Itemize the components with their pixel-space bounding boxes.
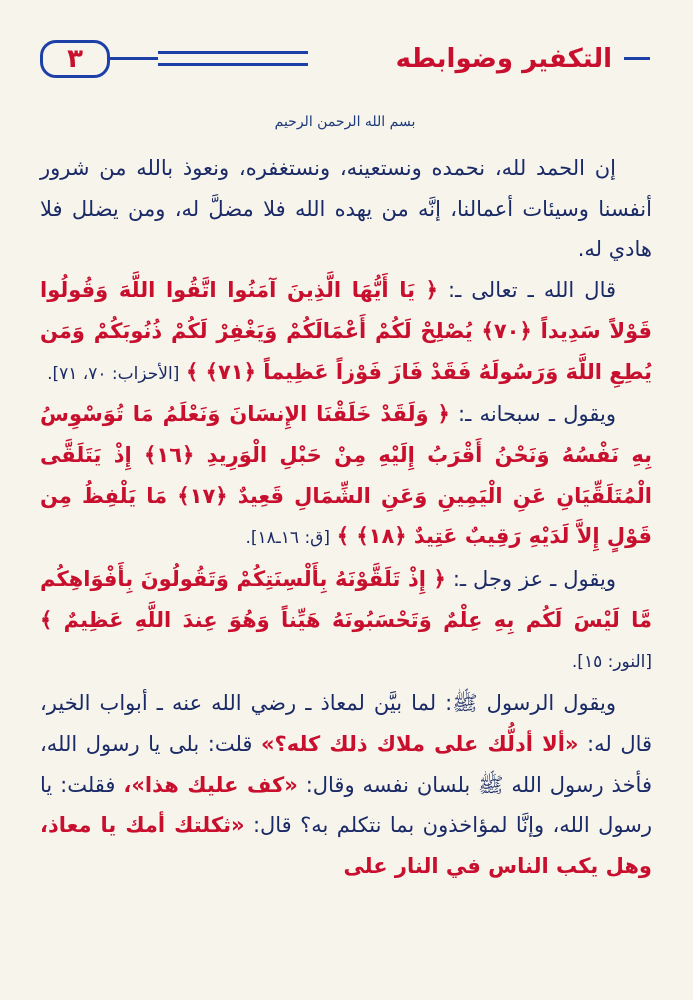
verse-reference: [الأحزاب: ٧٠، ٧١]. [47, 363, 180, 384]
intro-text: قال الله ـ تعالى ـ: [448, 278, 617, 303]
opening-text: إن الحمد لله، نحمده ونستعينه، ونستغفره، ونعوذ بالله من شرور أنفسنا وسيئات أعمالنا، إنَّه من يهده الله فلا مضلَّ له، ومن يضلل فلا هادي له. [40, 156, 652, 262]
narration-text: فقلت: يا رسول الله، وإنَّا لمؤاخذون بما نتكلم به؟ قال: [40, 772, 652, 838]
paragraph-opening [40, 148, 652, 270]
paragraph-ahzab [40, 270, 652, 394]
hadith-quote: «ألا أدلُّك على ملاك ذلك كله؟» [260, 731, 579, 756]
quran-verse: ﴿ إِذْ تَلَقَّوْنَهُ بِأَلْسِنَتِكُمْ وَتَقُولُونَ بِأَفْوَاهِكُم مَّا لَيْسَ لَكُم بِهِ عِلْمٌ وَتَحْسَبُونَهُ هَيِّناً وَهُوَ عِندَ اللَّهِ عَظِيمٌ ﴾ [40, 567, 652, 632]
narration-text: قلت: بلى يا رسول الله، فأخذ رسول الله ﷺ بلسان نفسه وقال: [40, 731, 652, 797]
header-rule-short [110, 57, 158, 60]
header-rule-right [624, 57, 650, 60]
bismillah-calligraphy: بسم الله الرحمن الرحيم [274, 114, 416, 130]
hadith-quote: «ثكلتك أمك يا معاذ، وهل يكب الناس في النار على [40, 813, 652, 878]
paragraph-qaf [40, 394, 652, 559]
quran-verse: ﴿ يَا أَيُّهَا الَّذِينَ آمَنُوا اتَّقُوا اللَّهَ وَقُولُوا قَوْلاً سَدِيداً ﴿٧٠﴾ يُصْلِحْ لَكُمْ أَعْمَالَكُمْ وَيَغْفِرْ لَكُمْ ذُنُوبَكُمْ وَمَن يُطِعِ اللَّهَ وَرَسُولَهُ فَقَدْ فَازَ فَوْزاً عَظِيماً ﴿٧١﴾ ﴾ [40, 278, 652, 384]
header-rule-long [158, 51, 308, 54]
quran-verse: ﴿ وَلَقَدْ خَلَقْنَا الإِنسَانَ وَنَعْلَمُ مَا تُوَسْوِسُ بِهِ نَفْسُهُ وَنَحْنُ أَقْرَبُ إِلَيْهِ مِنْ حَبْلِ الْوَرِيدِ ﴿١٦﴾ إِذْ يَتَلَقَّى الْمُتَلَقِّيَانِ عَنِ الْيَمِينِ وَعَنِ الشِّمَالِ قَعِيدٌ ﴿١٧﴾ مَا يَلْفِظُ مِن قَوْلٍ إِلاَّ لَدَيْهِ رَقِيبٌ عَتِيدٌ ﴿١٨﴾ ﴾ [40, 402, 653, 549]
intro-text: ويقول ـ سبحانه ـ: [458, 402, 616, 427]
verse-reference: [النور: ١٥]. [571, 652, 652, 673]
narration-text: ويقول الرسول ﷺ: لما بيَّن لمعاذ ـ رضي الله عنه ـ أبواب الخير، قال له: [40, 691, 653, 756]
intro-text: ويقول ـ عز وجل ـ: [452, 567, 616, 592]
paragraph-hadith-muadh [40, 683, 652, 887]
page-header [40, 40, 650, 80]
header-rule-long-lower [158, 63, 308, 66]
paragraph-nur [40, 559, 652, 683]
page-number: ٣ [40, 40, 110, 78]
page-body [40, 148, 652, 887]
page-title: التكفير وضوابطه [388, 40, 620, 78]
hadith-quote: «كف عليك هذا»، [123, 772, 298, 797]
verse-reference: [ق: ١٦ـ١٨]. [245, 528, 331, 549]
